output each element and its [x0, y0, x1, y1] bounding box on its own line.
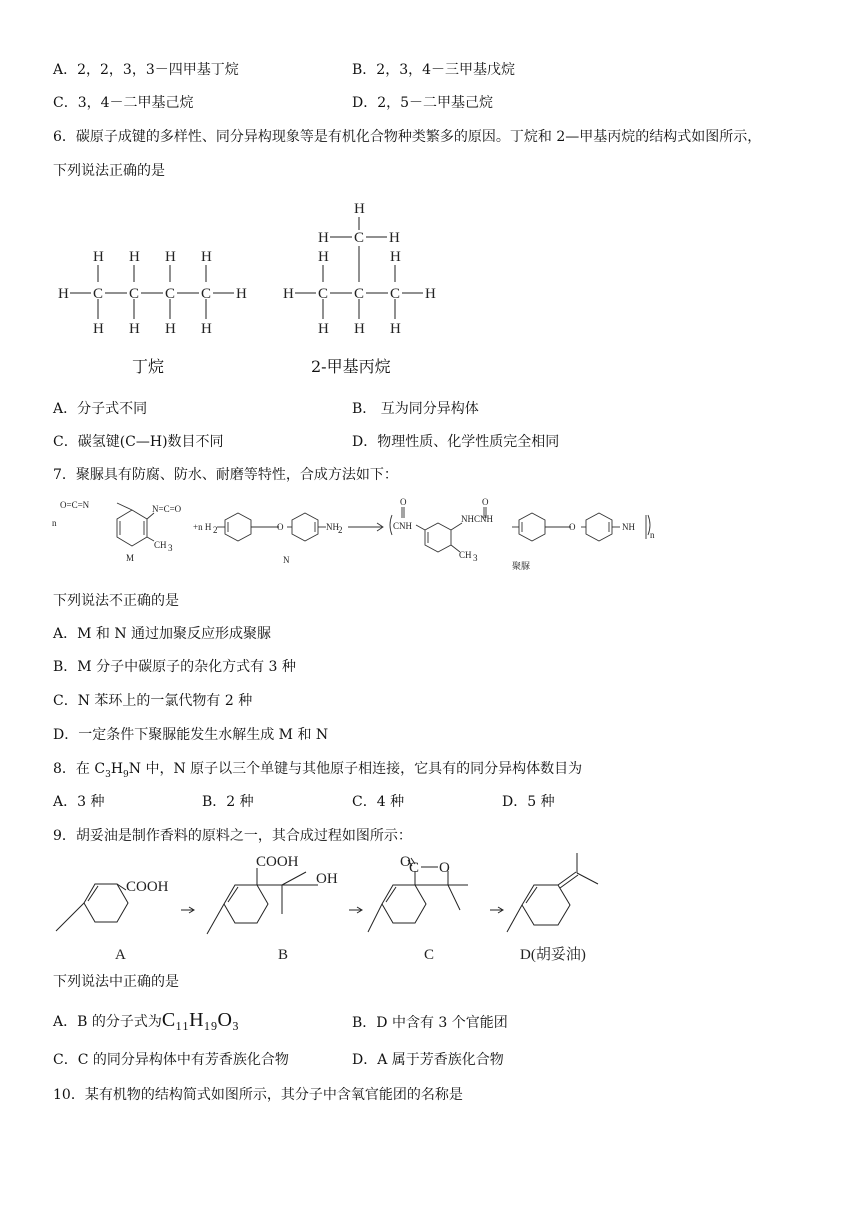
q8-option-d: D．5 种: [502, 794, 555, 810]
svg-text:H: H: [390, 321, 401, 337]
svg-text:B: B: [278, 947, 289, 963]
q10-stem: 10．某有机物的结构简式如图所示，其分子中含氧官能团的名称是: [53, 1087, 463, 1103]
q9-stem: 9．胡妥油是制作香料的原料之一，其合成过程如图所示：: [53, 828, 412, 844]
svg-text:NH: NH: [326, 522, 339, 532]
q8-stem-pre: 8．在 C: [53, 761, 106, 777]
svg-text:C: C: [318, 286, 329, 302]
q7-option-a: A．M 和 N 通过加聚反应形成聚脲: [53, 626, 272, 642]
q8-option-c: C．4 种: [352, 794, 405, 810]
svg-text:C: C: [390, 286, 401, 302]
svg-text:H: H: [318, 230, 329, 246]
svg-text:H: H: [129, 321, 140, 337]
svg-text:H: H: [354, 201, 365, 217]
svg-text:H: H: [318, 249, 329, 265]
svg-text:H: H: [425, 286, 436, 302]
q8-h: H: [110, 761, 124, 777]
q6-option-b: B． 互为同分异构体: [352, 401, 479, 417]
svg-text:C: C: [354, 286, 365, 302]
svg-text:CH: CH: [154, 540, 167, 550]
svg-text:C: C: [354, 230, 365, 246]
q8-sub-3: 3: [105, 769, 111, 780]
q5-option-b: B．2，3，4－三甲基戊烷: [352, 62, 516, 78]
q8-option-b: B．2 种: [202, 794, 254, 810]
q9-label-d: D(胡妥油): [520, 947, 586, 963]
svg-text:H: H: [129, 249, 140, 265]
svg-text:O: O: [569, 522, 576, 532]
q9-option-c: C．C 的同分异构体中有芳香族化合物: [53, 1052, 289, 1068]
q7-reaction-scheme: [50, 495, 690, 580]
q9-option-a: [53, 1011, 239, 1031]
q6-option-c: C．碳氢键(C—H)数目不同: [53, 434, 224, 450]
q9-sub-stem: 下列说法中正确的是: [53, 974, 179, 990]
svg-text:H: H: [389, 230, 400, 246]
q6-stem-cont: 下列说法正确的是: [53, 163, 165, 179]
svg-text:COOH: COOH: [256, 854, 299, 870]
svg-text:CH: CH: [459, 550, 472, 560]
q9-option-d: D．A 属于芳香族化合物: [352, 1052, 504, 1068]
svg-text:H: H: [165, 249, 176, 265]
svg-text:H: H: [318, 321, 329, 337]
q8-stem: [53, 760, 582, 784]
svg-text:O: O: [482, 497, 489, 507]
svg-text:NH: NH: [622, 522, 635, 532]
q5-option-a: A．2，2，3，3－四甲基丁烷: [53, 62, 239, 78]
svg-text:O: O: [400, 854, 411, 870]
svg-text:C: C: [129, 286, 140, 302]
svg-text:3: 3: [168, 543, 173, 553]
q9-option-a-text: A．B 的分子式为: [53, 1014, 162, 1030]
svg-text:H: H: [354, 321, 365, 337]
q8-sub-9: 9: [123, 769, 129, 780]
svg-text:CNH: CNH: [393, 521, 413, 531]
svg-text:C: C: [409, 860, 420, 876]
q7-sub-stem: 下列说法不正确的是: [53, 593, 179, 609]
isobutane-label: 2-甲基丙烷: [311, 357, 391, 376]
svg-text:O: O: [277, 522, 284, 532]
svg-text:3: 3: [473, 553, 478, 563]
q7-stem: 7．聚脲具有防腐、防水、耐磨等特性，合成方法如下：: [53, 467, 398, 483]
svg-text:C: C: [165, 286, 176, 302]
q5-option-c: C．3，4－二甲基己烷: [53, 95, 194, 111]
svg-text:C: C: [424, 947, 435, 963]
q9-formula: C₁₁H₁₉O₃: [161, 1009, 239, 1031]
isobutane-formula: [283, 201, 436, 337]
svg-text:H: H: [58, 286, 69, 302]
svg-text:A: A: [115, 947, 126, 963]
q9-synthesis-scheme: [50, 850, 630, 965]
svg-text:O: O: [439, 860, 450, 876]
svg-text:n: n: [52, 518, 57, 528]
svg-text:2: 2: [338, 525, 343, 535]
q7-option-d: D．一定条件下聚脲能发生水解生成 M 和 N: [53, 727, 329, 743]
svg-text:n: n: [650, 530, 655, 540]
butane-formula: [58, 249, 247, 337]
svg-text:C: C: [201, 286, 212, 302]
svg-text:H: H: [283, 286, 294, 302]
q6-stem: 6．碳原子成键的多样性、同分异构现象等是有机化合物种类繁多的原因。丁烷和 2—甲基丙烷的结构式如图所示，: [53, 129, 762, 145]
svg-text:H: H: [93, 249, 104, 265]
q8-stem-post: N 中，N 原子以三个单键与其他原子相连接，它具有的同分异构体数目为: [128, 761, 583, 777]
svg-text:H: H: [201, 249, 212, 265]
svg-text:OH: OH: [316, 871, 338, 887]
svg-text:聚脲: 聚脲: [512, 561, 531, 571]
butane-label: 丁烷: [132, 357, 165, 376]
q5-option-d: D．2，5－二甲基己烷: [352, 95, 494, 111]
svg-text:H: H: [390, 249, 401, 265]
svg-text:M: M: [126, 553, 135, 563]
svg-text:+n H: +n H: [193, 522, 212, 532]
svg-text:O=C=N: O=C=N: [60, 500, 90, 510]
q7-option-c: C．N 苯环上的一氯代物有 2 种: [53, 693, 253, 709]
svg-text:H: H: [201, 321, 212, 337]
q9-option-b: B．D 中含有 3 个官能团: [352, 1015, 508, 1031]
svg-text:O: O: [400, 497, 407, 507]
svg-text:C: C: [93, 286, 104, 302]
q6-option-d: D．物理性质、化学性质完全相同: [352, 434, 560, 450]
q8-option-a: A．3 种: [53, 794, 105, 810]
svg-text:COOH: COOH: [126, 879, 169, 895]
svg-text:N: N: [283, 555, 290, 565]
svg-text:2: 2: [213, 525, 218, 535]
q6-option-a: A．分子式不同: [53, 401, 148, 417]
svg-text:N=C=O: N=C=O: [152, 504, 182, 514]
svg-text:H: H: [165, 321, 176, 337]
q7-option-b: B．M 分子中碳原子的杂化方式有 3 种: [53, 659, 296, 675]
svg-text:H: H: [236, 286, 247, 302]
svg-text:NHCNH: NHCNH: [461, 514, 494, 524]
svg-text:H: H: [93, 321, 104, 337]
